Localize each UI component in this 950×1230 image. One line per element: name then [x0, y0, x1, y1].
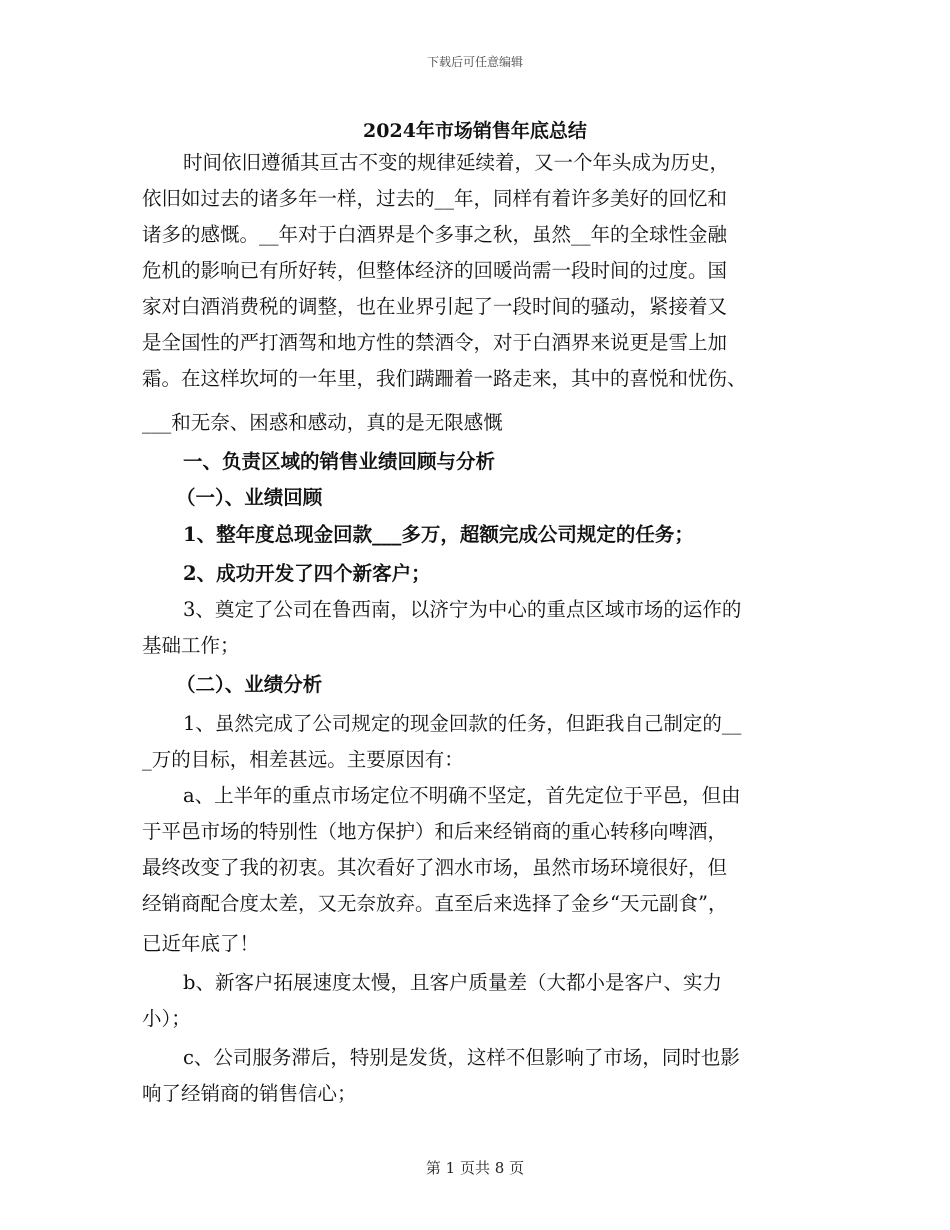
paragraph-line: 是全国性的严打酒驾和地方性的禁酒令，对于白酒界来说更是雪上加 [142, 331, 728, 354]
document-title: 2024年市场销售年底总结 [363, 120, 587, 142]
result-item: 3、奠定了公司在鲁西南，以济宁为中心的重点区域市场的运作的 [183, 598, 742, 621]
paragraph-line: 已近年底了！ [142, 932, 260, 955]
page-header: 下载后可任意编辑 [426, 55, 523, 69]
paragraph-line: 1、虽然完成了公司规定的现金回款的任务，但距我自己制定的__ [183, 712, 742, 735]
paragraph-line: 基础工作； [142, 634, 240, 657]
paragraph-line: 诸多的感慨。__年对于白酒界是个多事之秋，虽然__年的全球性金融 [142, 223, 728, 246]
result-item: 2、成功开发了四个新客户； [183, 562, 431, 585]
paragraph-line: 小）； [142, 1007, 191, 1030]
paragraph-line: 霜。在这样坎坷的一年里，我们蹒跚着一路走来，其中的喜悦和忧伤、 [142, 367, 747, 390]
section-heading: 一、负责区域的销售业绩回顾与分析 [183, 450, 496, 473]
page-footer: 第 1 页共 8 页 [425, 1159, 525, 1177]
paragraph-line: _万的目标，相差甚远。主要原因有： [142, 748, 464, 771]
paragraph-line: 危机的影响已有所好转，但整体经济的回暖尚需一段时间的过度。国 [142, 259, 728, 282]
result-item: 1、整年度总现金回款___多万，超额完成公司规定的任务； [183, 523, 694, 546]
subsection-heading: （一）、业绩回顾 [176, 486, 323, 509]
paragraph-line: a、上半年的重点市场定位不明确不坚定，首先定位于平邑，但由 [183, 784, 741, 807]
paragraph-line: 响了经销商的销售信心； [142, 1082, 357, 1105]
paragraph-line: ___和无奈、困惑和感动，真的是无限感慨 [142, 411, 503, 434]
paragraph-line: b、新客户拓展速度太慢，且客户质量差（大都小是客户、实力 [183, 971, 722, 994]
paragraph-line: 家对白酒消费税的调整，也在业界引起了一段时间的骚动，紧接着又 [142, 295, 728, 318]
subsection-heading: （二）、业绩分析 [176, 673, 323, 696]
paragraph-line: 依旧如过去的诸多年一样，过去的__年，同样有着许多美好的回忆和 [142, 187, 728, 210]
paragraph-line: c、公司服务滞后，特别是发货，这样不但影响了市场，同时也影 [183, 1046, 740, 1069]
paragraph-line: 于平邑市场的特别性（地方保护）和后来经销商的重心转移向啤酒， [142, 820, 728, 843]
paragraph-line: 经销商配合度太差，又无奈放弃。直至后来选择了金乡“天元副食”， [142, 892, 728, 915]
paragraph-line: 时间依旧遵循其亘古不变的规律延续着，又一个年头成为历史， [183, 151, 730, 174]
paragraph-line: 最终改变了我的初衷。其次看好了泗水市场，虽然市场环境很好，但 [142, 856, 728, 879]
